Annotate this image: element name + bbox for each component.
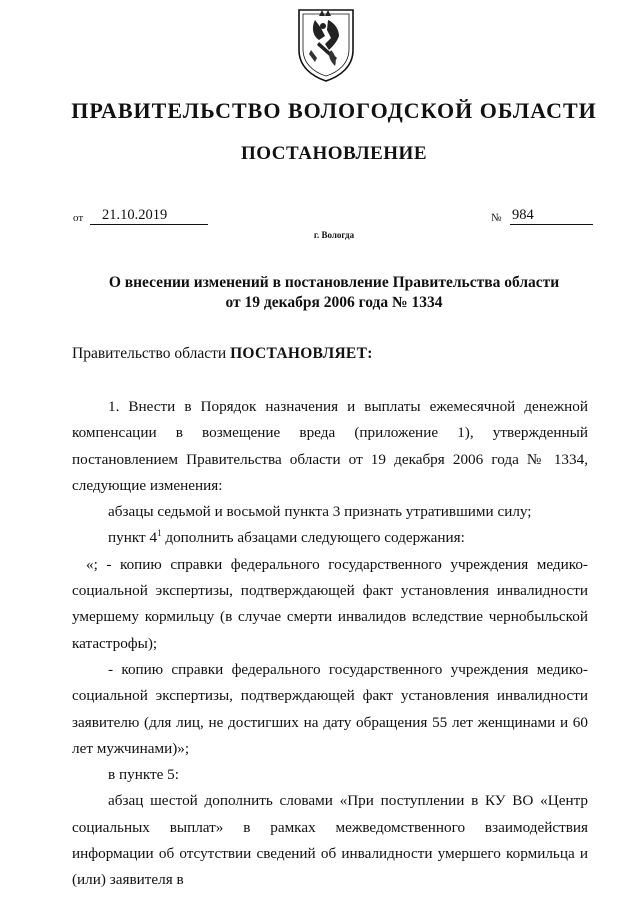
- subject-line-2: от 19 декабря 2006 года № 1334: [225, 294, 443, 311]
- decree-statement: [72, 345, 373, 363]
- city-label: г. Вологда: [313, 230, 355, 240]
- document-subject: [0, 273, 640, 313]
- number-label: №: [491, 212, 502, 224]
- government-title: ПРАВИТЕЛЬСТВО ВОЛОГОДСКОЙ ОБЛАСТИ: [71, 98, 597, 123]
- coat-of-arms-icon: [295, 6, 357, 84]
- paragraph-7: абзац шестой дополнить словами «При поступлении в КУ ВО «Центр социальных выплат» в рамках межведомственного взаимодействия информации об отсутствии сведений об инвалидности умершего кормильца и (или) заявителя в: [72, 792, 588, 889]
- paragraph-3-start: пункт 4: [108, 529, 158, 547]
- number-field: [510, 207, 593, 225]
- decree-keyword: ПОСТАНОВЛЯЕТ:: [230, 345, 373, 362]
- paragraph-5: - копию справки федерального государственного учреждения медико-социальной экспертизы, подтверждающей факт установления инвалидности заявителю (для лиц, не достигших на дату обращения 55 лет женщинами и 60 лет мужчинами)»;: [72, 660, 588, 757]
- paragraph-4: «; - копию справки федерального государственного учреждения медико-социальной экспертизы, подтверждающей факт установления инвалидности умершему кормильцу (в случае смерти инвалидов вследствие чернобыльской катастрофы);: [72, 555, 588, 652]
- date-field: [90, 207, 208, 225]
- subject-line-1: О внесении изменений в постановление Правительства области: [108, 274, 560, 291]
- paragraph-1: 1. Внести в Порядок назначения и выплаты ежемесячной денежной компенсации в возмещение вреда (приложение 1), утвержденный постановлением Правительства области от 19 декабря 2006 года № 1334, следующие изменения:: [72, 398, 588, 494]
- number-value: 984: [512, 207, 534, 223]
- document-type: ПОСТАНОВЛЕНИЕ: [240, 143, 428, 164]
- paragraph-6: в пункте 5:: [108, 766, 179, 784]
- date-label: от: [73, 212, 84, 224]
- paragraph-3: [72, 525, 588, 551]
- date-value: 21.10.2019: [102, 207, 168, 223]
- paragraph-2: абзацы седьмой и восьмой пункта 3 признать утратившими силу;: [108, 503, 532, 521]
- paragraph-3-end: дополнить абзацами следующего содержания:: [161, 529, 465, 547]
- decree-intro: Правительство области: [72, 345, 231, 362]
- paragraph-3-superscript: 1: [157, 528, 162, 539]
- document-body: [72, 394, 588, 894]
